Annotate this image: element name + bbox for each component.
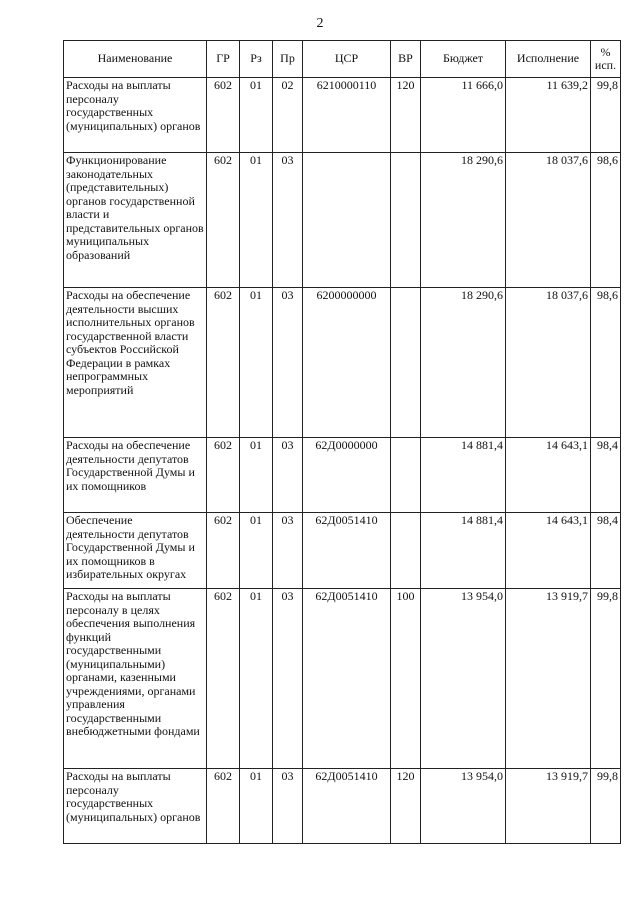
row-percent: 99,8 <box>591 78 621 153</box>
row-execution: 14 643,1 <box>506 513 591 589</box>
header-percent: % исп. <box>591 41 621 78</box>
table-header-row <box>64 41 621 78</box>
row-vr <box>391 513 421 589</box>
row-percent: 98,6 <box>591 153 621 288</box>
row-execution: 14 643,1 <box>506 438 591 513</box>
row-rz: 01 <box>240 78 273 153</box>
row-execution: 11 639,2 <box>506 78 591 153</box>
row-percent: 99,8 <box>591 589 621 769</box>
row-execution: 13 919,7 <box>506 589 591 769</box>
row-csr: 62Д0000000 <box>303 438 391 513</box>
table-row <box>64 513 621 589</box>
row-csr: 62Д0051410 <box>303 769 391 844</box>
row-csr: 6200000000 <box>303 288 391 438</box>
row-gr: 602 <box>207 438 240 513</box>
table-row <box>64 288 621 438</box>
row-name: Расходы на выплаты персоналу государственных (муниципальных) органов <box>64 78 207 153</box>
row-pr: 02 <box>273 78 303 153</box>
row-percent: 98,4 <box>591 438 621 513</box>
table-row <box>64 78 621 153</box>
row-budget: 11 666,0 <box>421 78 506 153</box>
row-name: Расходы на обеспечение деятельности депутатов Государственной Думы и их помощников <box>64 438 207 513</box>
header-budget: Бюджет <box>421 41 506 78</box>
row-vr: 100 <box>391 589 421 769</box>
row-csr: 6210000110 <box>303 78 391 153</box>
row-pr: 03 <box>273 153 303 288</box>
row-budget: 13 954,0 <box>421 769 506 844</box>
table-row <box>64 589 621 769</box>
row-gr: 602 <box>207 769 240 844</box>
row-name: Функционирование законодательных (представительных) органов государственной власти и представительных органов муниципальных образований <box>64 153 207 288</box>
row-gr: 602 <box>207 153 240 288</box>
table-row <box>64 438 621 513</box>
row-budget: 14 881,4 <box>421 438 506 513</box>
row-csr: 62Д0051410 <box>303 589 391 769</box>
header-pr: Пр <box>273 41 303 78</box>
row-pr: 03 <box>273 769 303 844</box>
row-gr: 602 <box>207 288 240 438</box>
row-budget: 13 954,0 <box>421 589 506 769</box>
row-rz: 01 <box>240 589 273 769</box>
header-gr: ГР <box>207 41 240 78</box>
header-name: Наименование <box>64 41 207 78</box>
row-gr: 602 <box>207 78 240 153</box>
header-execution: Исполнение <box>506 41 591 78</box>
row-vr <box>391 288 421 438</box>
row-gr: 602 <box>207 589 240 769</box>
row-pr: 03 <box>273 288 303 438</box>
row-rz: 01 <box>240 153 273 288</box>
page-number: 2 <box>316 16 324 31</box>
row-name: Расходы на обеспечение деятельности высших исполнительных органов государственной власти субъектов Российской Федерации в рамках непрограммных мероприятий <box>64 288 207 438</box>
row-percent: 98,4 <box>591 513 621 589</box>
row-vr: 120 <box>391 78 421 153</box>
row-budget: 18 290,6 <box>421 153 506 288</box>
row-rz: 01 <box>240 513 273 589</box>
row-percent: 99,8 <box>591 769 621 844</box>
row-pr: 03 <box>273 438 303 513</box>
row-vr <box>391 153 421 288</box>
row-name: Расходы на выплаты персоналу государственных (муниципальных) органов <box>64 769 207 844</box>
row-execution: 18 037,6 <box>506 288 591 438</box>
row-rz: 01 <box>240 438 273 513</box>
header-rz: Рз <box>240 41 273 78</box>
header-vr: ВР <box>391 41 421 78</box>
row-csr <box>303 153 391 288</box>
row-pr: 03 <box>273 513 303 589</box>
budget-execution-table <box>63 40 621 844</box>
header-csr: ЦСР <box>303 41 391 78</box>
table-row <box>64 769 621 844</box>
row-name: Обеспечение деятельности депутатов Государственной Думы и их помощников в избирательных округах <box>64 513 207 589</box>
row-rz: 01 <box>240 769 273 844</box>
row-execution: 13 919,7 <box>506 769 591 844</box>
row-budget: 18 290,6 <box>421 288 506 438</box>
row-execution: 18 037,6 <box>506 153 591 288</box>
row-percent: 98,6 <box>591 288 621 438</box>
row-name: Расходы на выплаты персоналу в целях обеспечения выполнения функций государственными (муниципальными) органами, казенными учреждениями, органами управления государственными внебюджетными фондами <box>64 589 207 769</box>
row-vr <box>391 438 421 513</box>
row-pr: 03 <box>273 589 303 769</box>
table-row <box>64 153 621 288</box>
row-csr: 62Д0051410 <box>303 513 391 589</box>
row-budget: 14 881,4 <box>421 513 506 589</box>
row-rz: 01 <box>240 288 273 438</box>
row-vr: 120 <box>391 769 421 844</box>
row-gr: 602 <box>207 513 240 589</box>
